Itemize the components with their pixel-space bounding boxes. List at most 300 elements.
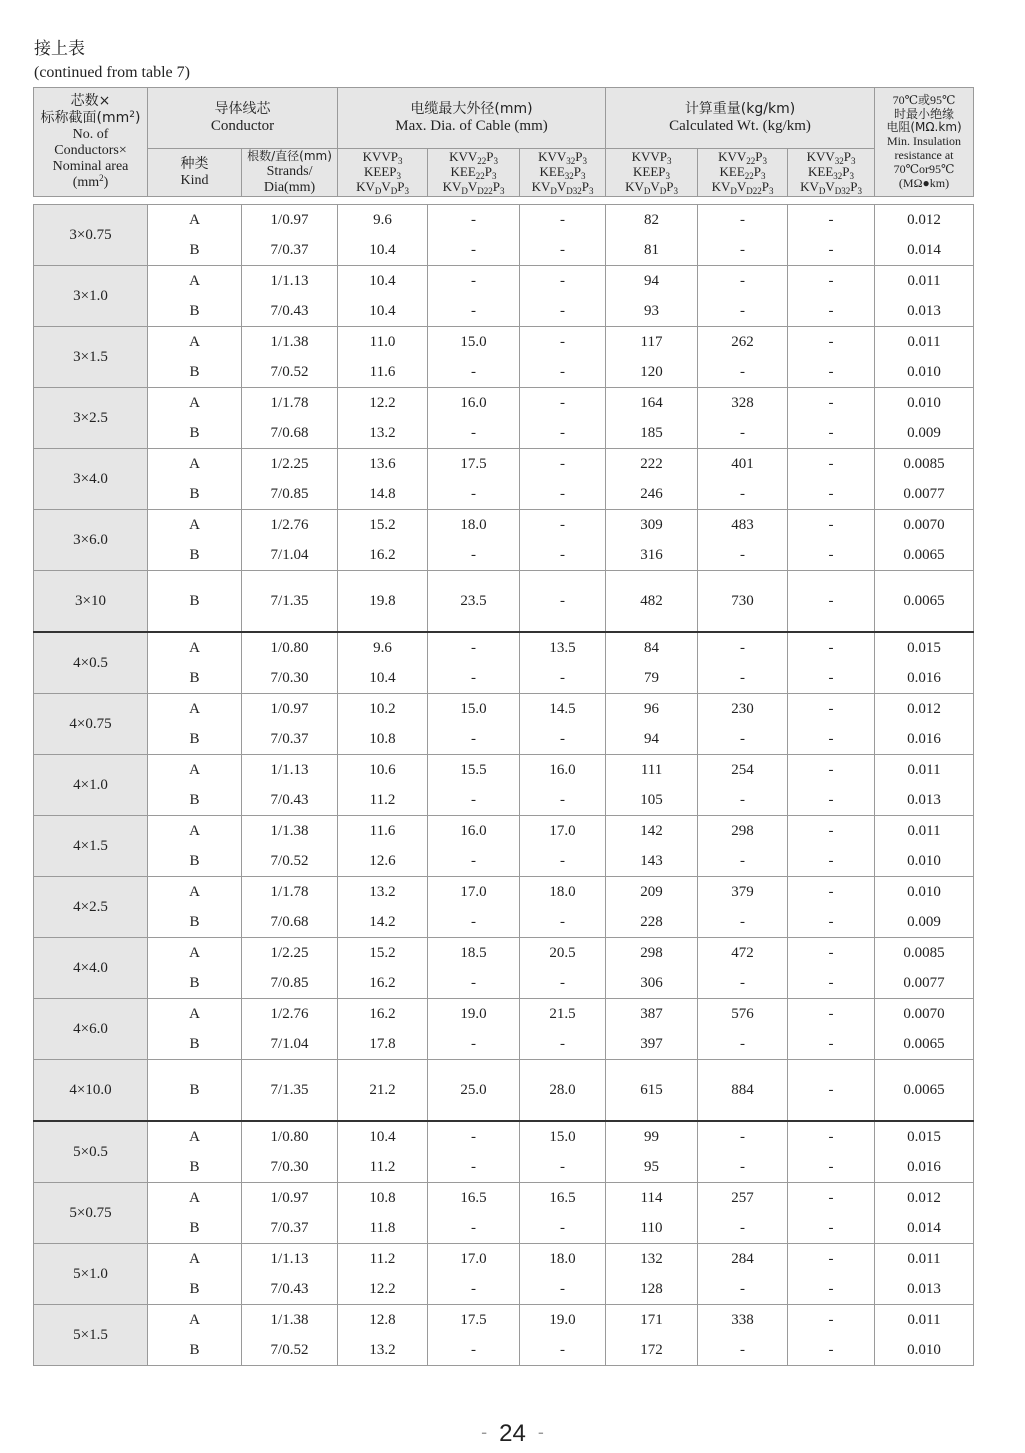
kind-cell: A: [148, 388, 242, 419]
dia2-cell: 15.0: [428, 327, 520, 358]
size-cell: 5×1.5: [34, 1305, 148, 1366]
table-row: [34, 1335, 974, 1366]
strands-cell: 7/0.30: [242, 1152, 338, 1183]
table-row: [34, 479, 974, 510]
wt3-cell: -: [788, 816, 875, 847]
dia3-cell: -: [520, 846, 606, 877]
dia3-cell: -: [520, 235, 606, 266]
strands-cell: 1/0.80: [242, 632, 338, 663]
kind-cell: B: [148, 540, 242, 571]
dia2-cell: 16.5: [428, 1183, 520, 1214]
cable-spec-table: [33, 87, 974, 1366]
strands-cell: 7/0.52: [242, 1335, 338, 1366]
strands-cell: 7/0.43: [242, 296, 338, 327]
ins-cell: 0.011: [875, 266, 974, 297]
ins-cell: 0.015: [875, 1121, 974, 1152]
ins-cell: 0.0070: [875, 999, 974, 1030]
strands-cell: 1/0.80: [242, 1121, 338, 1152]
wt2-cell: -: [698, 235, 788, 266]
header-type-3-wt: $KVV_{32}P_3$ $KEE_{32}P_3$ $KV_DV_{D32}P_3$: [788, 149, 875, 197]
wt3-cell: -: [788, 968, 875, 999]
wt3-cell: -: [788, 479, 875, 510]
wt1-cell: 84: [606, 632, 698, 663]
strands-cell: 7/0.37: [242, 724, 338, 755]
wt1-cell: 482: [606, 571, 698, 633]
dia3-cell: 19.0: [520, 1305, 606, 1336]
strands-cell: 7/0.68: [242, 907, 338, 938]
header-type-1-wt: $KVVP_3$ $KEEP_3$ $KV_DV_DP_3$: [606, 149, 698, 197]
size-cell: 3×1.5: [34, 327, 148, 388]
table-row: [34, 571, 974, 633]
header-type-2-wt: $KVV_{22}P_3$ $KEE_{22}P_3$ $KV_DV_{D22}P_3$: [698, 149, 788, 197]
wt3-cell: -: [788, 1213, 875, 1244]
dia2-cell: -: [428, 724, 520, 755]
dia1-cell: 15.2: [338, 938, 428, 969]
wt2-cell: 884: [698, 1060, 788, 1122]
wt2-cell: 401: [698, 449, 788, 480]
wt1-cell: 316: [606, 540, 698, 571]
size-cell: 4×0.75: [34, 694, 148, 755]
strands-cell: 1/0.97: [242, 694, 338, 725]
dia2-cell: -: [428, 296, 520, 327]
ins-cell: 0.012: [875, 694, 974, 725]
dia3-cell: -: [520, 479, 606, 510]
wt2-cell: 254: [698, 755, 788, 786]
dia2-cell: -: [428, 785, 520, 816]
dia1-cell: 16.2: [338, 540, 428, 571]
size-cell: 3×4.0: [34, 449, 148, 510]
ins-cell: 0.013: [875, 296, 974, 327]
strands-cell: 7/1.35: [242, 571, 338, 633]
wt3-cell: -: [788, 694, 875, 725]
wt3-cell: -: [788, 327, 875, 358]
ins-cell: 0.016: [875, 663, 974, 694]
wt1-cell: 615: [606, 1060, 698, 1122]
size-cell: 5×0.5: [34, 1121, 148, 1183]
kind-cell: A: [148, 205, 242, 236]
wt3-cell: -: [788, 1335, 875, 1366]
dia2-cell: -: [428, 632, 520, 663]
kind-cell: B: [148, 846, 242, 877]
wt2-cell: 284: [698, 1244, 788, 1275]
wt2-cell: 483: [698, 510, 788, 541]
wt1-cell: 142: [606, 816, 698, 847]
wt3-cell: -: [788, 999, 875, 1030]
wt1-cell: 397: [606, 1029, 698, 1060]
table-row: [34, 540, 974, 571]
dia2-cell: 15.5: [428, 755, 520, 786]
strands-cell: 1/2.25: [242, 449, 338, 480]
wt1-cell: 94: [606, 266, 698, 297]
dia2-cell: 16.0: [428, 388, 520, 419]
ins-cell: 0.010: [875, 388, 974, 419]
dia1-cell: 10.4: [338, 663, 428, 694]
dia2-cell: -: [428, 266, 520, 297]
dia1-cell: 11.6: [338, 816, 428, 847]
page-number: - 24 -: [481, 1420, 544, 1447]
dia1-cell: 13.2: [338, 877, 428, 908]
kind-cell: B: [148, 968, 242, 999]
dia3-cell: -: [520, 968, 606, 999]
dia1-cell: 12.8: [338, 1305, 428, 1336]
wt3-cell: -: [788, 266, 875, 297]
wt2-cell: -: [698, 785, 788, 816]
dia2-cell: -: [428, 907, 520, 938]
dia3-cell: -: [520, 510, 606, 541]
wt3-cell: -: [788, 663, 875, 694]
size-cell: 3×0.75: [34, 205, 148, 266]
wt1-cell: 128: [606, 1274, 698, 1305]
ins-cell: 0.0077: [875, 479, 974, 510]
kind-cell: B: [148, 907, 242, 938]
dia2-cell: -: [428, 1121, 520, 1152]
size-cell: 4×10.0: [34, 1060, 148, 1122]
ins-cell: 0.0065: [875, 1060, 974, 1122]
wt2-cell: -: [698, 540, 788, 571]
wt3-cell: -: [788, 1121, 875, 1152]
strands-cell: 7/1.04: [242, 540, 338, 571]
kind-cell: B: [148, 1335, 242, 1366]
ins-cell: 0.010: [875, 357, 974, 388]
kind-cell: B: [148, 479, 242, 510]
wt3-cell: -: [788, 1152, 875, 1183]
dia2-cell: -: [428, 846, 520, 877]
dia3-cell: -: [520, 724, 606, 755]
header-type-1: $KVVP_3$ $KEEP_3$ $KV_DV_DP_3$: [338, 149, 428, 197]
wt2-cell: -: [698, 479, 788, 510]
ins-cell: 0.0065: [875, 1029, 974, 1060]
wt1-cell: 222: [606, 449, 698, 480]
dia2-cell: -: [428, 540, 520, 571]
wt1-cell: 117: [606, 327, 698, 358]
wt3-cell: -: [788, 1244, 875, 1275]
table-row: [34, 1029, 974, 1060]
wt1-cell: 96: [606, 694, 698, 725]
dia2-cell: -: [428, 1335, 520, 1366]
dia1-cell: 10.4: [338, 296, 428, 327]
dia1-cell: 13.2: [338, 418, 428, 449]
kind-cell: A: [148, 449, 242, 480]
wt2-cell: -: [698, 968, 788, 999]
wt2-cell: -: [698, 632, 788, 663]
ins-cell: 0.014: [875, 235, 974, 266]
kind-cell: B: [148, 357, 242, 388]
header-type-3: $KVV_{32}P_3$ $KEE_{32}P_3$ $KV_DV_{D32}P_3$: [520, 149, 606, 197]
table-row: [34, 755, 974, 786]
ins-cell: 0.009: [875, 418, 974, 449]
dia1-cell: 10.6: [338, 755, 428, 786]
kind-cell: A: [148, 327, 242, 358]
dia1-cell: 19.8: [338, 571, 428, 633]
wt2-cell: 262: [698, 327, 788, 358]
strands-cell: 1/0.97: [242, 205, 338, 236]
kind-cell: B: [148, 1274, 242, 1305]
strands-cell: 1/1.38: [242, 1305, 338, 1336]
ins-cell: 0.0085: [875, 449, 974, 480]
kind-cell: B: [148, 1060, 242, 1122]
ins-cell: 0.0077: [875, 968, 974, 999]
dia1-cell: 16.2: [338, 968, 428, 999]
wt2-cell: -: [698, 846, 788, 877]
ins-cell: 0.015: [875, 632, 974, 663]
header-weight: 计算重量(kg/km) Calculated Wt. (kg/km): [606, 88, 875, 149]
dia3-cell: 16.5: [520, 1183, 606, 1214]
size-cell: 4×0.5: [34, 632, 148, 694]
dia1-cell: 12.2: [338, 1274, 428, 1305]
wt2-cell: -: [698, 357, 788, 388]
wt3-cell: -: [788, 540, 875, 571]
dia3-cell: -: [520, 571, 606, 633]
dia2-cell: 25.0: [428, 1060, 520, 1122]
dia3-cell: 18.0: [520, 877, 606, 908]
table-row: [34, 296, 974, 327]
wt2-cell: 576: [698, 999, 788, 1030]
dia3-cell: 16.0: [520, 755, 606, 786]
wt2-cell: 328: [698, 388, 788, 419]
wt3-cell: -: [788, 785, 875, 816]
wt2-cell: 472: [698, 938, 788, 969]
wt2-cell: -: [698, 1029, 788, 1060]
dia1-cell: 10.8: [338, 724, 428, 755]
wt2-cell: -: [698, 907, 788, 938]
header-insulation: 70℃或95℃ 时最小绝缘 电阻(MΩ.km) Min. Insulation resistance at 70℃or95℃ (MΩ●km): [875, 88, 974, 197]
dia1-cell: 10.4: [338, 1121, 428, 1152]
table-row: [34, 1305, 974, 1336]
wt2-cell: -: [698, 296, 788, 327]
dia3-cell: -: [520, 296, 606, 327]
strands-cell: 7/0.85: [242, 968, 338, 999]
wt3-cell: -: [788, 1274, 875, 1305]
dia3-cell: 28.0: [520, 1060, 606, 1122]
dia3-cell: 14.5: [520, 694, 606, 725]
wt3-cell: -: [788, 846, 875, 877]
dia2-cell: -: [428, 1274, 520, 1305]
dia3-cell: -: [520, 1274, 606, 1305]
dia2-cell: -: [428, 418, 520, 449]
dia3-cell: -: [520, 1029, 606, 1060]
kind-cell: A: [148, 510, 242, 541]
kind-cell: A: [148, 755, 242, 786]
dia1-cell: 10.4: [338, 266, 428, 297]
dia2-cell: -: [428, 663, 520, 694]
table-body: [34, 205, 974, 1366]
header-max-dia: 电缆最大外径(mm) Max. Dia. of Cable (mm): [338, 88, 606, 149]
caption-continued-zh: 接上表: [34, 39, 85, 59]
kind-cell: B: [148, 235, 242, 266]
header-size: 芯数× 标称截面$(mm^2)$ No. of Conductors× Nominal area $(mm^2)$: [34, 88, 148, 197]
dia3-cell: 18.0: [520, 1244, 606, 1275]
ins-cell: 0.016: [875, 1152, 974, 1183]
dia1-cell: 10.8: [338, 1183, 428, 1214]
kind-cell: A: [148, 1121, 242, 1152]
dia1-cell: 11.6: [338, 357, 428, 388]
strands-cell: 7/0.68: [242, 418, 338, 449]
strands-cell: 1/1.38: [242, 327, 338, 358]
table-row: [34, 663, 974, 694]
wt1-cell: 298: [606, 938, 698, 969]
dia1-cell: 11.2: [338, 1244, 428, 1275]
table-row: [34, 357, 974, 388]
kind-cell: B: [148, 296, 242, 327]
size-cell: 3×6.0: [34, 510, 148, 571]
ins-cell: 0.010: [875, 877, 974, 908]
wt1-cell: 143: [606, 846, 698, 877]
dia1-cell: 10.2: [338, 694, 428, 725]
kind-cell: A: [148, 694, 242, 725]
dia1-cell: 11.8: [338, 1213, 428, 1244]
dia2-cell: -: [428, 205, 520, 236]
wt1-cell: 105: [606, 785, 698, 816]
table-row: [34, 816, 974, 847]
dia2-cell: 15.0: [428, 694, 520, 725]
strands-cell: 1/1.13: [242, 755, 338, 786]
table-row: [34, 877, 974, 908]
wt3-cell: -: [788, 205, 875, 236]
header-conductor: 导体线芯 Conductor: [148, 88, 338, 149]
strands-cell: 1/1.13: [242, 1244, 338, 1275]
wt2-cell: -: [698, 724, 788, 755]
wt3-cell: -: [788, 1305, 875, 1336]
table-row: [34, 938, 974, 969]
ins-cell: 0.0065: [875, 571, 974, 633]
dia3-cell: -: [520, 327, 606, 358]
table-row: [34, 266, 974, 297]
ins-cell: 0.010: [875, 1335, 974, 1366]
table-row: [34, 510, 974, 541]
table-row: [34, 235, 974, 266]
dia2-cell: 23.5: [428, 571, 520, 633]
kind-cell: B: [148, 1029, 242, 1060]
dia1-cell: 15.2: [338, 510, 428, 541]
table-row: [34, 694, 974, 725]
strands-cell: 1/0.97: [242, 1183, 338, 1214]
wt3-cell: -: [788, 1183, 875, 1214]
dia1-cell: 17.8: [338, 1029, 428, 1060]
size-cell: 4×6.0: [34, 999, 148, 1060]
size-cell: 3×10: [34, 571, 148, 633]
kind-cell: B: [148, 663, 242, 694]
wt3-cell: -: [788, 907, 875, 938]
wt2-cell: -: [698, 1274, 788, 1305]
dia2-cell: -: [428, 1029, 520, 1060]
kind-cell: A: [148, 1244, 242, 1275]
dia1-cell: 12.2: [338, 388, 428, 419]
strands-cell: 7/1.35: [242, 1060, 338, 1122]
strands-cell: 1/1.78: [242, 388, 338, 419]
wt3-cell: -: [788, 449, 875, 480]
header-type-2: $KVV_{22}P_3$ $KEE_{22}P_3$ $KV_DV_{D22}P_3$: [428, 149, 520, 197]
table-row: [34, 1183, 974, 1214]
table-row: [34, 1274, 974, 1305]
wt1-cell: 228: [606, 907, 698, 938]
dia1-cell: 14.8: [338, 479, 428, 510]
wt1-cell: 79: [606, 663, 698, 694]
kind-cell: A: [148, 1183, 242, 1214]
wt1-cell: 209: [606, 877, 698, 908]
wt3-cell: -: [788, 938, 875, 969]
dia1-cell: 9.6: [338, 205, 428, 236]
dia2-cell: 17.0: [428, 877, 520, 908]
kind-cell: A: [148, 1305, 242, 1336]
header-strands: 根数/直径(mm) Strands/ Dia(mm): [242, 149, 338, 197]
size-cell: 4×1.5: [34, 816, 148, 877]
ins-cell: 0.0065: [875, 540, 974, 571]
ins-cell: 0.009: [875, 907, 974, 938]
wt3-cell: -: [788, 418, 875, 449]
wt2-cell: -: [698, 1335, 788, 1366]
ins-cell: 0.016: [875, 724, 974, 755]
strands-cell: 1/1.13: [242, 266, 338, 297]
wt3-cell: -: [788, 1060, 875, 1122]
ins-cell: 0.0070: [875, 510, 974, 541]
dia3-cell: 20.5: [520, 938, 606, 969]
dia3-cell: 17.0: [520, 816, 606, 847]
wt3-cell: -: [788, 571, 875, 633]
wt3-cell: -: [788, 235, 875, 266]
table-row: [34, 724, 974, 755]
wt1-cell: 387: [606, 999, 698, 1030]
wt2-cell: -: [698, 1152, 788, 1183]
strands-cell: 7/0.43: [242, 1274, 338, 1305]
table-row: [34, 327, 974, 358]
wt2-cell: 338: [698, 1305, 788, 1336]
dia3-cell: -: [520, 785, 606, 816]
dia2-cell: 19.0: [428, 999, 520, 1030]
strands-cell: 7/0.37: [242, 235, 338, 266]
dia1-cell: 13.2: [338, 1335, 428, 1366]
dia3-cell: -: [520, 1335, 606, 1366]
dia2-cell: -: [428, 1152, 520, 1183]
ins-cell: 0.012: [875, 205, 974, 236]
kind-cell: A: [148, 938, 242, 969]
wt1-cell: 171: [606, 1305, 698, 1336]
dia1-cell: 14.2: [338, 907, 428, 938]
ins-cell: 0.011: [875, 755, 974, 786]
wt2-cell: -: [698, 1121, 788, 1152]
dia3-cell: -: [520, 266, 606, 297]
ins-cell: 0.011: [875, 1305, 974, 1336]
wt2-cell: 379: [698, 877, 788, 908]
dia3-cell: -: [520, 388, 606, 419]
table-row: [34, 449, 974, 480]
wt1-cell: 94: [606, 724, 698, 755]
dia2-cell: 16.0: [428, 816, 520, 847]
wt1-cell: 185: [606, 418, 698, 449]
ins-cell: 0.011: [875, 816, 974, 847]
dia3-cell: -: [520, 357, 606, 388]
kind-cell: A: [148, 999, 242, 1030]
caption-continued-en: (continued from table 7): [34, 64, 190, 81]
strands-cell: 7/0.43: [242, 785, 338, 816]
wt1-cell: 95: [606, 1152, 698, 1183]
table-row: [34, 846, 974, 877]
wt2-cell: 298: [698, 816, 788, 847]
dia2-cell: -: [428, 968, 520, 999]
dia3-cell: -: [520, 1213, 606, 1244]
table-row: [34, 418, 974, 449]
table-row: [34, 1121, 974, 1152]
strands-cell: 7/0.37: [242, 1213, 338, 1244]
wt1-cell: 246: [606, 479, 698, 510]
kind-cell: B: [148, 1213, 242, 1244]
wt3-cell: -: [788, 357, 875, 388]
ins-cell: 0.013: [875, 1274, 974, 1305]
size-cell: 5×1.0: [34, 1244, 148, 1305]
wt1-cell: 114: [606, 1183, 698, 1214]
wt3-cell: -: [788, 724, 875, 755]
table-row: [34, 785, 974, 816]
dia1-cell: 11.0: [338, 327, 428, 358]
